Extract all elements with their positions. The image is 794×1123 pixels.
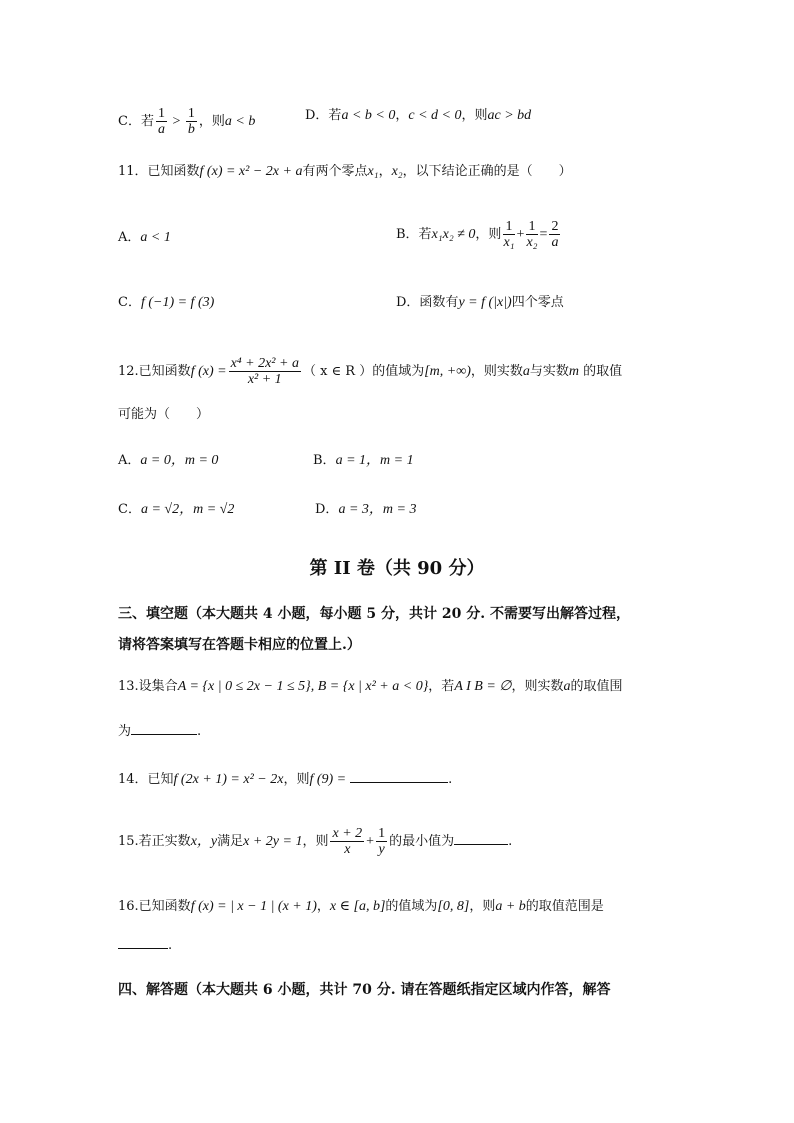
- q11-suffix: ，以下结论正确的是（ ）: [402, 164, 572, 179]
- q16-then: ，则: [469, 899, 496, 914]
- section3-heading-line2: 请将答案填写在答题卡相应的位置上.）: [118, 637, 361, 653]
- q16-expr: f (x) = | x − 1 | (x + 1): [190, 899, 317, 914]
- q10-option-d: [305, 106, 531, 126]
- q13-line2-end: .: [197, 724, 202, 739]
- q16-end: .: [168, 938, 173, 953]
- q13-suffix: ，则实数: [511, 679, 564, 694]
- q11-d-suffix: 四个零点: [511, 295, 564, 310]
- q12-option-d: [315, 500, 416, 520]
- q12-frac: [229, 356, 301, 387]
- q15: [118, 826, 512, 857]
- q11-func: f (x) = x² − 2x + a: [199, 164, 303, 179]
- q12-c-expr: a = √2，m = √2: [140, 502, 235, 517]
- q11-option-b: [396, 219, 562, 250]
- q13-prefix: 13.设集合: [118, 679, 178, 694]
- frac-den: a: [157, 122, 165, 137]
- q11-b-cond: x₁x₂ ≠ 0: [431, 227, 476, 242]
- q14-end: .: [448, 772, 453, 787]
- q11-mid: 有两个零点: [302, 164, 368, 179]
- frac-num: 2: [551, 219, 559, 234]
- q12-a-expr: a = 0，m = 0: [140, 453, 219, 468]
- q12-c-label: C．: [118, 502, 141, 517]
- q12-f: f (x) =: [190, 364, 227, 379]
- q14-expr: f (2x + 1) = x² − 2x: [173, 772, 284, 787]
- q12-a-label: A．: [118, 453, 141, 468]
- q13-line2-prefix: 为: [118, 724, 132, 739]
- q10-d-then: ，则: [461, 108, 488, 123]
- q11-b-eq: =: [539, 227, 548, 242]
- q11-b-frac1: [503, 219, 514, 250]
- q10-d-cond1: a < b < 0: [341, 108, 396, 123]
- q14: [118, 768, 452, 790]
- frac-den: x² + 1: [247, 372, 282, 387]
- q14-answer-blank[interactable]: [350, 768, 448, 783]
- frac-den: a: [551, 235, 559, 250]
- q11-option-a: [118, 228, 171, 248]
- q10-c-frac1: [156, 106, 167, 137]
- frac-den: x₂: [526, 235, 538, 250]
- q15-then: ，则: [302, 834, 329, 849]
- frac-num: 1: [378, 826, 386, 841]
- frac-den: x₁: [503, 235, 515, 250]
- q13-var: a: [563, 679, 571, 694]
- q12-option-a: [118, 451, 218, 471]
- q15-suffix: 的最小值为: [389, 834, 455, 849]
- q11-prefix: 11．已知函数: [118, 164, 200, 179]
- section4-heading-line1: 四、解答题（本大题共 6 小题，共计 70 分. 请在答题纸指定区域内作答，解答: [118, 982, 611, 998]
- q16-mid: 的值域为: [385, 899, 438, 914]
- q12-b-label: B．: [313, 453, 336, 468]
- q11-b-then: ，则: [475, 227, 502, 242]
- q16-answer-blank[interactable]: [118, 934, 168, 949]
- q12-a: a: [522, 364, 530, 379]
- q12-d-expr: a = 3，m = 3: [338, 502, 417, 517]
- q11-b-label: B．若: [396, 227, 432, 242]
- frac-num: 1: [503, 219, 514, 235]
- q15-vars: x，y: [190, 834, 218, 849]
- q13-suffix2: 的取值围: [570, 679, 623, 694]
- frac-den: y: [378, 842, 385, 857]
- frac-den: b: [187, 122, 195, 137]
- q16-suffix: 的取值范围是: [525, 899, 604, 914]
- q12-range: [m, +∞): [424, 364, 471, 379]
- q11-b-frac2: [526, 219, 537, 250]
- q15-end: .: [508, 834, 513, 849]
- q10-c-result: a < b: [224, 114, 256, 129]
- q11-x2: x₂: [391, 164, 403, 179]
- q15-frac2: [376, 826, 387, 857]
- q10-d-label: D．若: [305, 108, 342, 123]
- q16-line2: [118, 934, 172, 956]
- q16-domain: x ∈ [a, b]: [329, 899, 386, 914]
- q13-line1: [118, 677, 623, 697]
- q12-stem: [118, 356, 622, 387]
- q11-a-expr: a < 1: [140, 230, 171, 245]
- q11-x1: x₁: [367, 164, 379, 179]
- frac-num: 1: [187, 106, 195, 121]
- q12-b-expr: a = 1，m = 1: [335, 453, 414, 468]
- q12-prefix: 12.已知函数: [118, 364, 191, 379]
- q10-option-c: [118, 106, 255, 137]
- q15-prefix: 15.若正实数: [118, 834, 191, 849]
- q10-d-sep: ，: [395, 108, 409, 123]
- q13-line2: [118, 720, 201, 742]
- q10-c-gt: >: [168, 114, 184, 129]
- q12-mid: ，则实数: [470, 364, 523, 379]
- q11-d-expr: y = f (|x|): [458, 295, 512, 310]
- q10-d-cond2: c < d < 0: [408, 108, 462, 123]
- q14-mid: ，则: [283, 772, 310, 787]
- q16-prefix: 16.已知函数: [118, 899, 191, 914]
- section3-heading-line1: 三、填空题（本大题共 4 小题，每小题 5 分，共计 20 分. 不需要写出解答过程，: [118, 606, 630, 622]
- q13-mid: ，若: [428, 679, 455, 694]
- q12-m: m: [568, 364, 580, 379]
- q12-suffix: 的取值: [579, 364, 623, 379]
- q13-cond: A I B = ∅: [454, 679, 512, 694]
- q11-b-plus: +: [516, 227, 525, 242]
- frac-num: 1: [526, 219, 537, 235]
- q16-ask: a + b: [495, 899, 526, 914]
- q15-answer-blank[interactable]: [454, 830, 508, 845]
- q12-mid2: 与实数: [529, 364, 569, 379]
- q16-line1: [118, 897, 604, 917]
- q15-frac1: [330, 826, 364, 857]
- q13-sets: A = {x | 0 ≤ 2x − 1 ≤ 5}, B = {x | x² + a < 0}: [177, 679, 429, 694]
- q10-c-frac2: [186, 106, 197, 137]
- q11-stem: [118, 162, 572, 182]
- q10-d-result: ac > bd: [487, 108, 532, 123]
- q11-b-frac3: [549, 219, 560, 250]
- frac-num: x + 2: [332, 826, 363, 841]
- frac-den: x: [344, 842, 351, 857]
- q16-sep: ，: [316, 899, 330, 914]
- q12-d-label: D．: [315, 502, 339, 517]
- q12-stem-line2: 可能为（ ）: [118, 407, 210, 422]
- q12-option-c: [118, 500, 234, 520]
- q15-mid: 满足: [217, 834, 244, 849]
- q11-option-d: [396, 293, 564, 313]
- frac-num: x⁴ + 2x² + a: [230, 356, 299, 371]
- q12-domain: （ x ∈ R ）的值域为: [302, 364, 425, 379]
- q11-a-label: A．: [118, 230, 141, 245]
- q11-option-c: [118, 293, 214, 313]
- q11-d-label: D．函数有: [396, 295, 459, 310]
- q11-comma: ，: [378, 164, 392, 179]
- q11-c-label: C．: [118, 295, 141, 310]
- q15-cond: x + 2y = 1: [243, 834, 303, 849]
- q14-prefix: 14．已知: [118, 772, 174, 787]
- q16-range: [0, 8]: [437, 899, 470, 914]
- q10-c-label: C．若: [118, 114, 154, 129]
- q11-c-expr: f (−1) = f (3): [140, 295, 215, 310]
- q15-plus: +: [366, 834, 375, 849]
- frac-num: 1: [157, 106, 165, 121]
- q13-answer-blank[interactable]: [131, 720, 197, 735]
- section2-title: 第 II 卷（共 90 分）: [309, 558, 485, 579]
- q10-c-then: ，则: [198, 114, 225, 129]
- q14-ask: f (9) =: [309, 772, 347, 787]
- q12-option-b: [313, 451, 414, 471]
